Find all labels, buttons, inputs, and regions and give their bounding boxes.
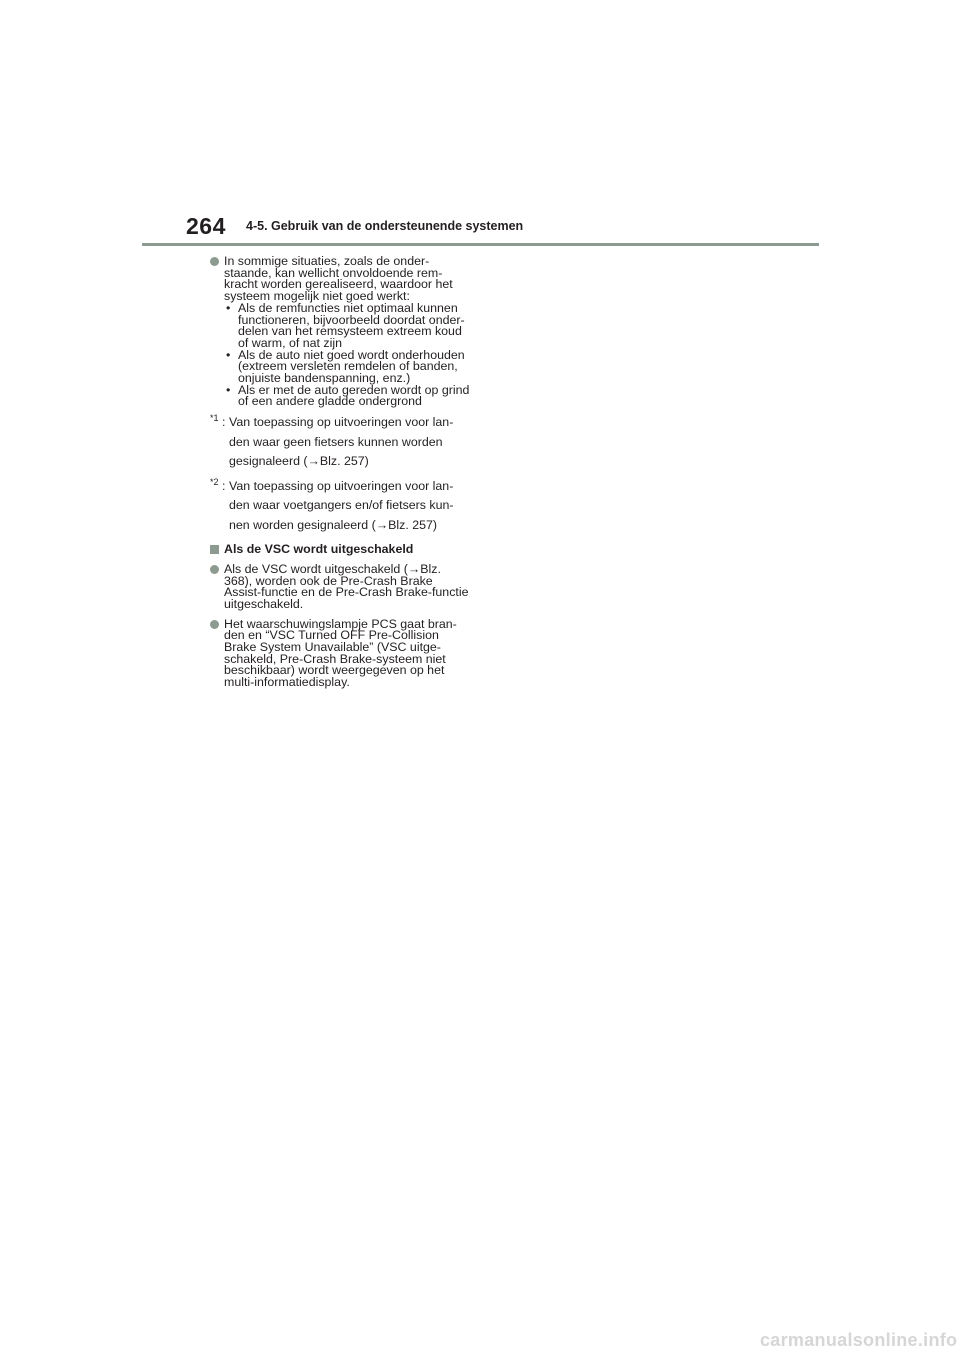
bullet-text: Als de VSC wordt uitgeschakeld (→Blz. 368), worden ook de Pre-Crash Brake Assist-functie en de Pre-Crash Brake-functie uitgeschakeld.	[224, 561, 469, 611]
bullet-vsc-off	[210, 561, 470, 611]
footnote-text: Van toepassing op uitvoeringen voor lan-den waar geen fietsers kunnen worden gesignaleerd (→Blz. 257)	[229, 415, 454, 469]
bullet-brake-situations	[210, 256, 470, 408]
bullet-circle-icon	[210, 620, 219, 629]
bullet-text: In sommige situaties, zoals de onder-staande, kan wellicht onvoldoende rem-kracht worden gerealiseerd, waardoor het systeem mogelijk niet goed werkt:	[224, 254, 453, 304]
bullet-text: Het waarschuwingslampje PCS gaat bran-den en “VSC Turned OFF Pre-Collision Brake System Unavailable” (VSC uitge-schakeld, Pre-Crash Brake-systeem niet beschikbaar) wordt weergegeven op het multi-informatiedisplay.	[224, 616, 457, 690]
bullet-warning-light	[210, 616, 470, 690]
watermark: carmanualsonline.info	[760, 1330, 958, 1350]
bullet-circle-icon	[210, 565, 219, 574]
list-item: • Als er met de auto gereden wordt op grind of een andere gladde ondergrond	[226, 382, 470, 409]
page-number: 264	[186, 213, 226, 239]
bullet-dot-icon: •	[226, 347, 231, 362]
bullet-dot-icon: •	[226, 300, 231, 315]
heading-square-icon	[210, 545, 219, 554]
list-item: • Als de auto niet goed wordt onderhouden (extreem versleten remdelen of banden, onjuiste bandenspanning, enz.)	[226, 347, 465, 386]
section-title: 4-5. Gebruik van de ondersteunende systemen	[246, 219, 524, 233]
main-content	[210, 256, 470, 689]
situation-list	[224, 300, 470, 409]
footnote-mark: *2	[210, 476, 219, 487]
section-heading: Als de VSC wordt uitgeschakeld	[210, 544, 470, 556]
footnote-text: Van toepassing op uitvoeringen voor lan-den waar voetgangers en/of fietsers kun-nen worden gesignaleerd (→Blz. 257)	[229, 478, 454, 532]
header-divider	[142, 243, 819, 246]
footnote-1: *1 : Van toepassing op uitvoeringen voor lan-den waar geen fietsers kunnen worden gesignaleerd (→Blz. 257)	[210, 413, 470, 472]
bullet-dot-icon: •	[226, 382, 231, 397]
bullet-circle-icon	[210, 257, 219, 266]
footnote-2: *2 : Van toepassing op uitvoeringen voor lan-den waar voetgangers en/of fietsers kun-nen worden gesignaleerd (→Blz. 257)	[210, 477, 470, 536]
footnote-mark: *1	[210, 413, 219, 424]
page-header	[0, 0, 960, 250]
list-item: • Als de remfuncties niet optimaal kunnen functioneren, bijvoorbeeld doordat onder-delen van het remsysteem extreem koud of warm, of nat zijn	[226, 300, 465, 350]
